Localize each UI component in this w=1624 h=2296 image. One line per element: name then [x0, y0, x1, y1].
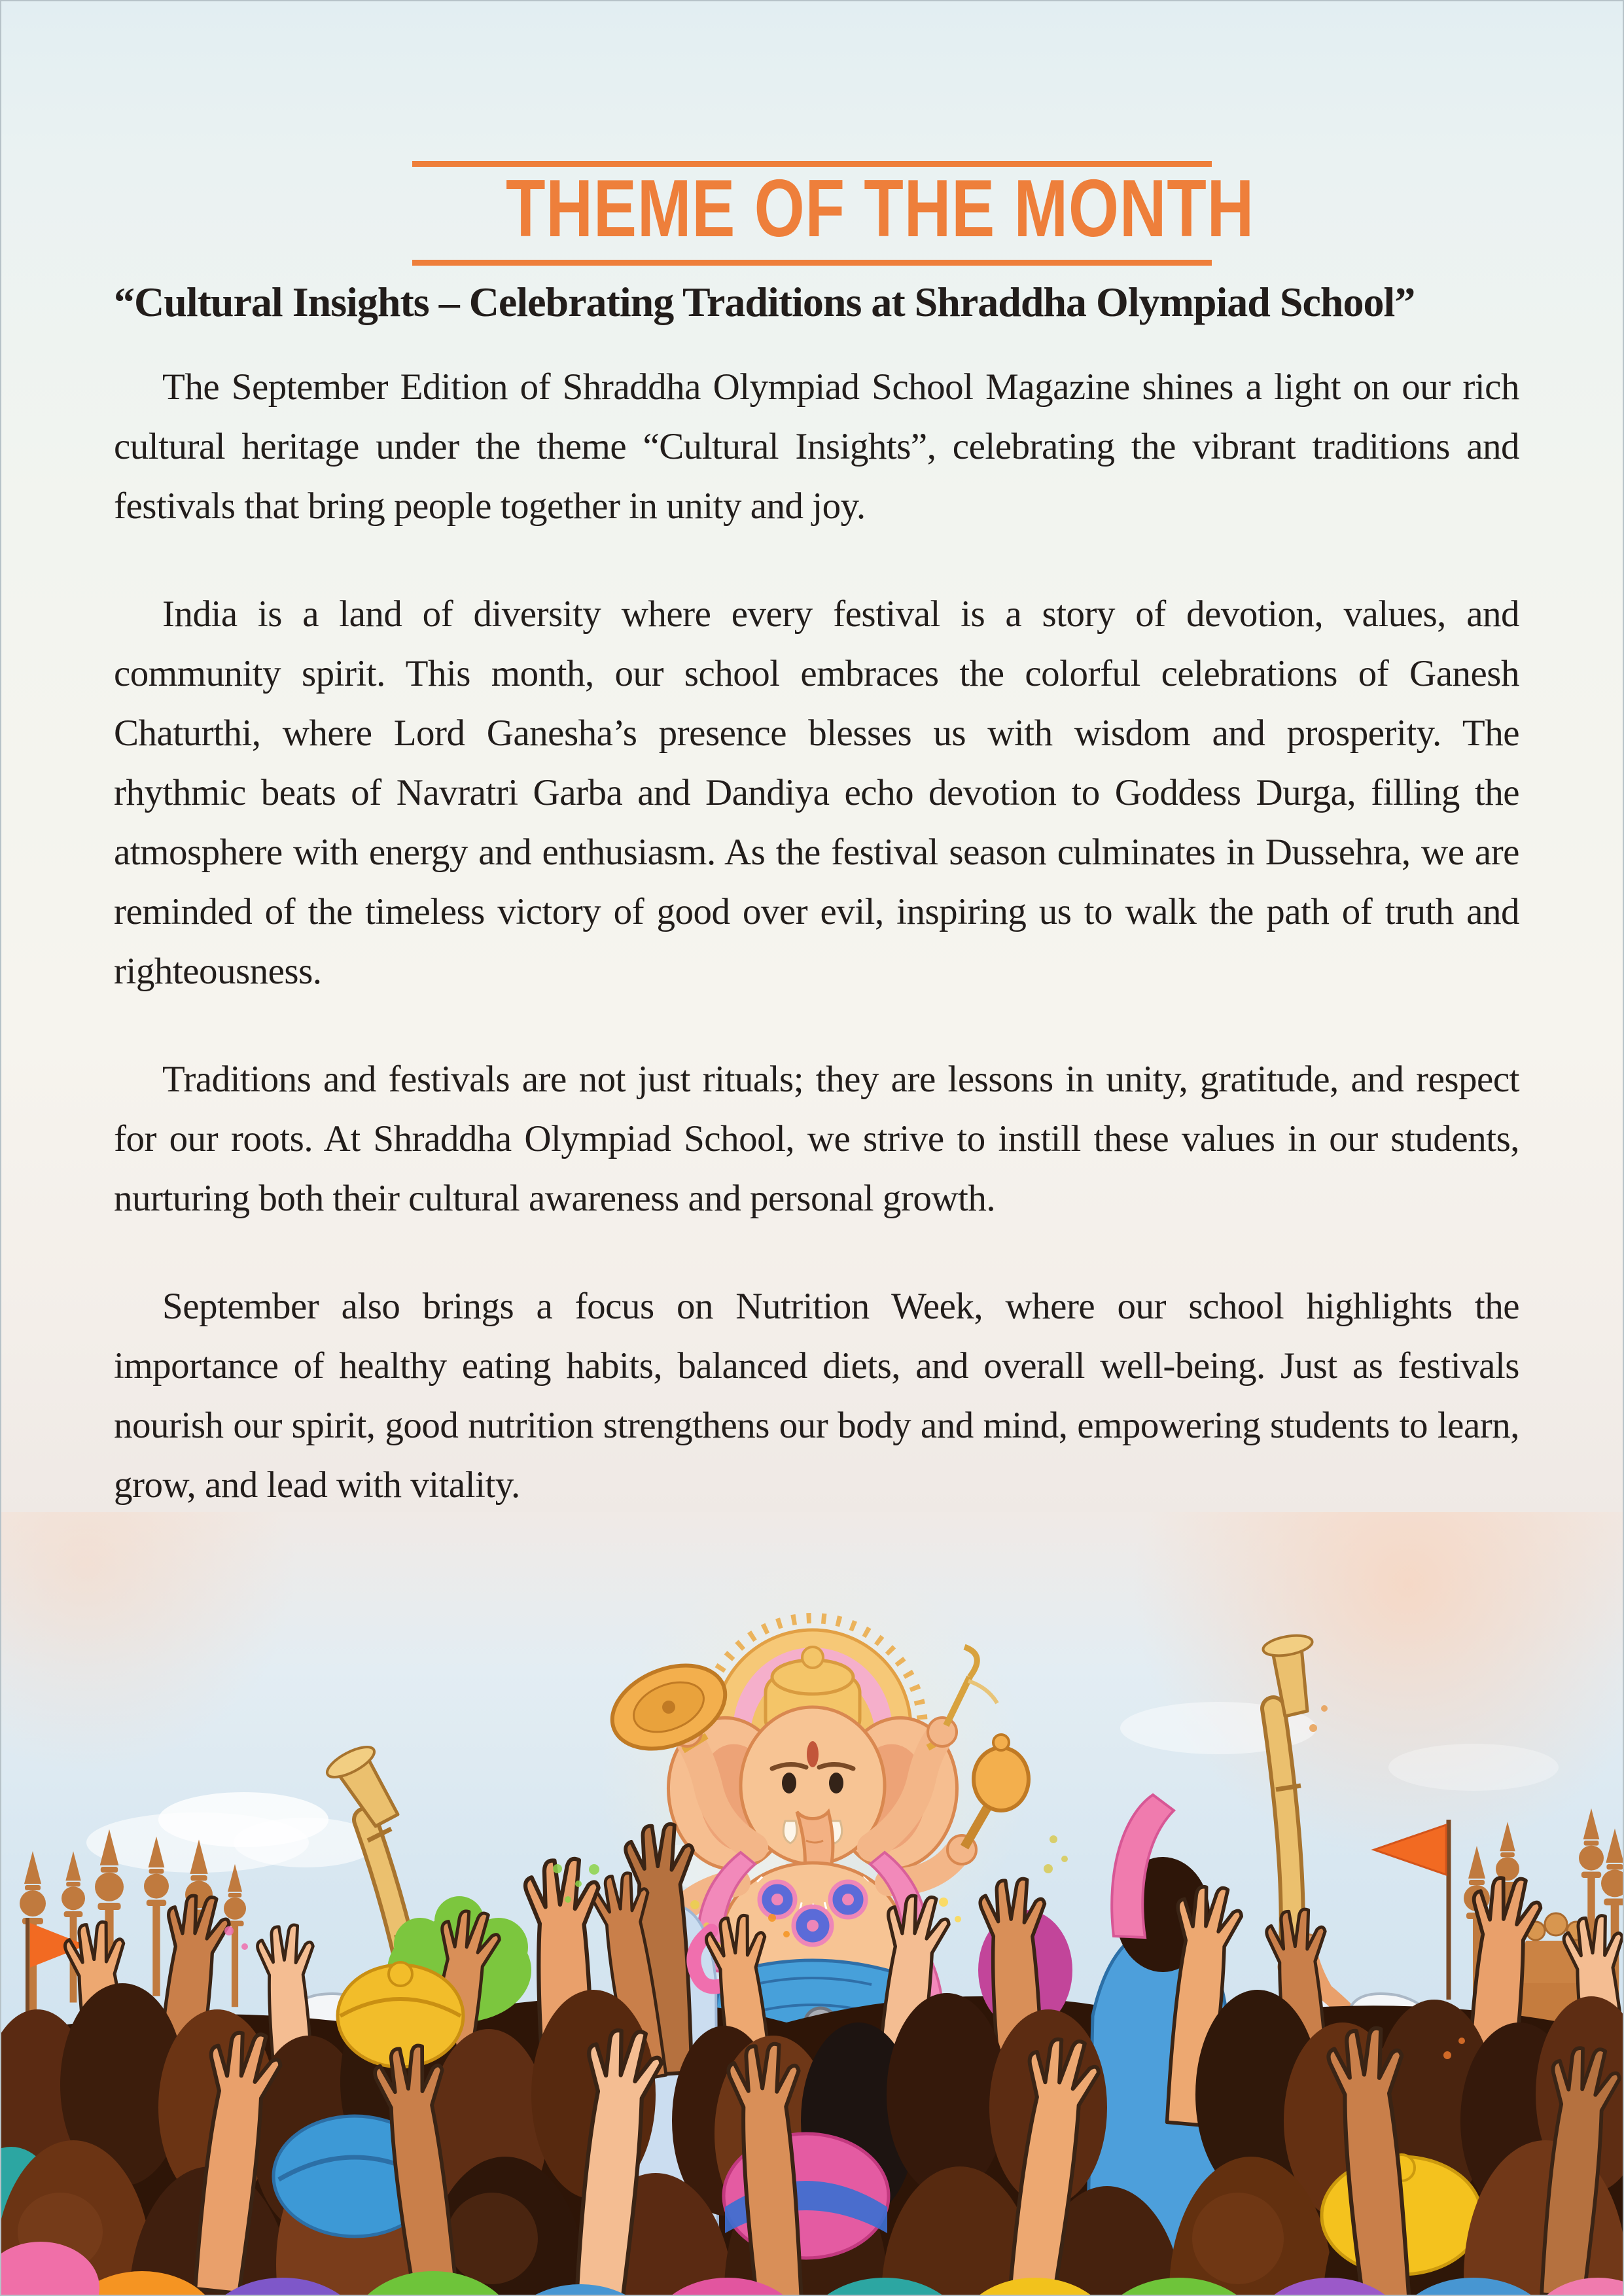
section-title-block — [412, 161, 1255, 266]
paragraph-1: The September Edition of Shraddha Olympiad School Magazine shines a light on our rich cultural heritage under the theme “Cultural Insights”, celebrating the vibrant traditions and festivals that bring people together in unity and joy. — [114, 366, 1519, 527]
article-heading: “Cultural Insights – Celebrating Traditions at Shraddha Olympiad School” — [114, 279, 1415, 325]
paragraph-4: September also brings a focus on Nutrition Week, where our school highlights the importance of healthy eating habits, balanced diets, and overall well-being. Just as festivals nourish our spirit, good nutrition strengthens our body and mind, empowering students to learn, grow, and lead with vitality. — [114, 1286, 1519, 1506]
paragraph-2: India is a land of diversity where every festival is a story of devotion, values, and community spirit. This month, our school embraces the colorful celebrations of Ganesh Chaturthi, where Lord Ganesha’s presence blesses us with wisdom and prosperity. The rhythmic beats of Navratri Garba and Dandiya echo devotion to Goddess Durga, filling the atmosphere with energy and enthusiasm. As the festival season culminates in Dussehra, we are reminded of the timeless victory of good over evil, inspiring us to walk the path of truth and righteousness. — [114, 593, 1519, 992]
ganesh-festival-illustration — [1, 1512, 1624, 2296]
paragraph-3: Traditions and festivals are not just rituals; they are lessons in unity, gratitude, and respect for our roots. At Shraddha Olympiad School, we strive to instill these values in our students, nurturing both their cultural awareness and personal growth. — [114, 1059, 1519, 1219]
theme-article — [114, 272, 1519, 1515]
page-title: THEME OF THE MONTH — [506, 164, 1255, 254]
